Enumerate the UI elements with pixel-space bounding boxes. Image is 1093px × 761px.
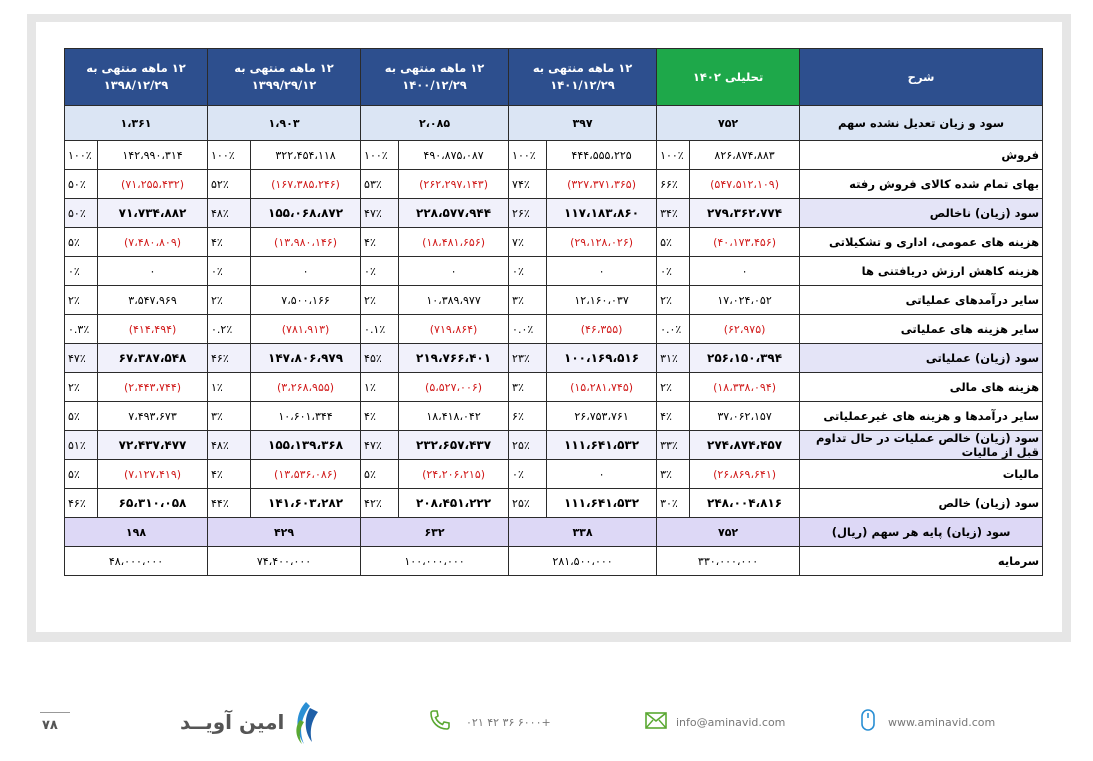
amount-cell: ۲۰۸،۴۵۱،۲۲۲ [399, 489, 509, 518]
amount-cell: ۶۷،۳۸۷،۵۴۸ [98, 344, 208, 373]
percent-cell: ۳۳٪ [657, 431, 690, 460]
header-period-2 [208, 49, 361, 106]
page-footer [0, 690, 1093, 760]
amount-cell: ۷۱،۷۳۴،۸۸۲ [98, 199, 208, 228]
row-label: سایر درآمدها و هزینه های غیرعملیاتی [800, 402, 1043, 431]
capital-row [65, 547, 1043, 576]
percent-cell: ۱٪ [208, 373, 251, 402]
table-row [65, 315, 1043, 344]
value-cell: ۴۸،۰۰۰،۰۰۰ [65, 547, 208, 576]
amount-cell: (۴۶،۳۵۵) [547, 315, 657, 344]
amount-cell: ۱۱۱،۶۴۱،۵۳۲ [547, 431, 657, 460]
amount-cell: ۰ [251, 257, 361, 286]
amount-cell: (۲،۴۴۳،۷۴۴) [98, 373, 208, 402]
percent-cell: ۵۱٪ [65, 431, 98, 460]
amount-cell: (۷۸۱،۹۱۳) [251, 315, 361, 344]
value-cell: ۳۳۸ [509, 518, 657, 547]
table-row [65, 286, 1043, 315]
value-cell: ۲۸۱،۵۰۰،۰۰۰ [509, 547, 657, 576]
amount-cell: ۰ [399, 257, 509, 286]
value-cell: ۱،۳۶۱ [65, 106, 208, 141]
row-label: سود و زیان تعدیل نشده سهم [800, 106, 1043, 141]
amount-cell: ۲۷۹،۳۶۲،۷۷۴ [690, 199, 800, 228]
table-row [65, 402, 1043, 431]
amount-cell: ۲۳۲،۶۵۷،۴۳۷ [399, 431, 509, 460]
row-label: سود (زیان) خالص عملیات در حال تداوم قبل از مالیات [800, 431, 1043, 460]
amount-cell: ۱۴۱،۶۰۳،۲۸۲ [251, 489, 361, 518]
percent-cell: ۰.۰٪ [657, 315, 690, 344]
company-logo [180, 700, 330, 746]
amount-cell: ۶۵،۳۱۰،۰۵۸ [98, 489, 208, 518]
percent-cell: ۴٪ [361, 228, 399, 257]
table-row [65, 257, 1043, 286]
percent-cell: ۵٪ [65, 228, 98, 257]
logo-text: امین آویــد [180, 710, 285, 734]
value-cell: ۱۰۰،۰۰۰،۰۰۰ [361, 547, 509, 576]
amount-cell: ۱۰۰،۱۶۹،۵۱۶ [547, 344, 657, 373]
amount-cell: ۱۵۵،۱۳۹،۳۶۸ [251, 431, 361, 460]
percent-cell: ۰٪ [509, 257, 547, 286]
table-row [65, 228, 1043, 257]
percent-cell: ۶٪ [509, 402, 547, 431]
table-header-row [65, 49, 1043, 106]
percent-cell: ۲٪ [657, 286, 690, 315]
amount-cell: ۱۴۷،۸۰۶،۹۷۹ [251, 344, 361, 373]
percent-cell: ۲٪ [361, 286, 399, 315]
amount-cell: (۳۲۷،۳۷۱،۳۶۵) [547, 170, 657, 199]
period-caption: ۱۲ ماهه منتهی به [384, 61, 485, 75]
period-caption: ۱۲ ماهه منتهی به [234, 61, 334, 75]
value-cell: ۲،۰۸۵ [361, 106, 509, 141]
amount-cell: (۲۶۲،۲۹۷،۱۴۳) [399, 170, 509, 199]
percent-cell: ۴۸٪ [208, 431, 251, 460]
percent-cell: ۵۳٪ [361, 170, 399, 199]
percent-cell: ۲۳٪ [509, 344, 547, 373]
percent-cell: ۰.۲٪ [208, 315, 251, 344]
amount-cell: ۷،۵۰۰،۱۶۶ [251, 286, 361, 315]
percent-cell: ۷۴٪ [509, 170, 547, 199]
percent-cell: ۴٪ [208, 460, 251, 489]
amount-cell: (۴۱۴،۴۹۴) [98, 315, 208, 344]
table-row [65, 170, 1043, 199]
amount-cell: ۳۷،۰۶۲،۱۵۷ [690, 402, 800, 431]
percent-cell: ۵۲٪ [208, 170, 251, 199]
amount-cell: (۷۱۹،۸۶۴) [399, 315, 509, 344]
percent-cell: ۷٪ [509, 228, 547, 257]
percent-cell: ۰٪ [65, 257, 98, 286]
amount-cell: (۵،۵۲۷،۰۰۶) [399, 373, 509, 402]
value-cell: ۶۳۲ [361, 518, 509, 547]
row-label: هزینه های مالی [800, 373, 1043, 402]
amount-cell: ۲۶،۷۵۳،۷۶۱ [547, 402, 657, 431]
header-period-3 [65, 49, 208, 106]
amount-cell: ۷،۴۹۳،۶۷۳ [98, 402, 208, 431]
amount-cell: ۰ [690, 257, 800, 286]
percent-cell: ۴٪ [361, 402, 399, 431]
value-cell: ۱۹۸ [65, 518, 208, 547]
percent-cell: ۰.۳٪ [65, 315, 98, 344]
amount-cell: (۱۸،۳۳۸،۰۹۴) [690, 373, 800, 402]
amount-cell: ۱۰،۳۸۹،۹۷۷ [399, 286, 509, 315]
email-address[interactable]: info@aminavid.com [676, 716, 786, 729]
amount-cell: (۵۴۷،۵۱۲،۱۰۹) [690, 170, 800, 199]
amount-cell: ۳۲۲،۴۵۴،۱۱۸ [251, 141, 361, 170]
table-row [65, 489, 1043, 518]
percent-cell: ۳٪ [208, 402, 251, 431]
percent-cell: ۱۰۰٪ [657, 141, 690, 170]
amount-cell: ۴۴۴،۵۵۵،۲۲۵ [547, 141, 657, 170]
percent-cell: ۳۰٪ [657, 489, 690, 518]
amount-cell: ۱۴۲،۹۹۰،۳۱۴ [98, 141, 208, 170]
amount-cell: (۱۸،۴۸۱،۶۵۶) [399, 228, 509, 257]
percent-cell: ۱۰۰٪ [361, 141, 399, 170]
amount-cell: ۸۲۶،۸۷۴،۸۸۳ [690, 141, 800, 170]
amount-cell: ۰ [547, 460, 657, 489]
period-date: ۱۴۰۱/۱۲/۲۹ [550, 78, 615, 92]
amount-cell: (۲۴،۲۰۶،۲۱۵) [399, 460, 509, 489]
header-period-0 [509, 49, 657, 106]
percent-cell: ۱۰۰٪ [509, 141, 547, 170]
header-period-1 [361, 49, 509, 106]
percent-cell: ۰٪ [509, 460, 547, 489]
percent-cell: ۴٪ [208, 228, 251, 257]
amount-cell: (۱۶۷،۳۸۵،۲۴۶) [251, 170, 361, 199]
percent-cell: ۲۵٪ [509, 431, 547, 460]
amount-cell: ۰ [98, 257, 208, 286]
amount-cell: (۲۹،۱۲۸،۰۲۶) [547, 228, 657, 257]
percent-cell: ۴۴٪ [208, 489, 251, 518]
amount-cell: (۲۶،۸۶۹،۶۴۱) [690, 460, 800, 489]
value-cell: ۷۴،۴۰۰،۰۰۰ [208, 547, 361, 576]
amount-cell: (۴۰،۱۷۳،۴۵۶) [690, 228, 800, 257]
period-date: ۱۴۰۰/۱۲/۲۹ [402, 78, 467, 92]
percent-cell: ۴۶٪ [65, 489, 98, 518]
percent-cell: ۶۶٪ [657, 170, 690, 199]
value-cell: ۴۲۹ [208, 518, 361, 547]
percent-cell: ۴۲٪ [361, 489, 399, 518]
percent-cell: ۲٪ [65, 373, 98, 402]
row-label: سود (زیان) پایه هر سهم (ریال) [800, 518, 1043, 547]
value-cell: ۳۳۰،۰۰۰،۰۰۰ [657, 547, 800, 576]
amount-cell: ۱۷،۰۲۴،۰۵۲ [690, 286, 800, 315]
eps-unadjusted-row [65, 106, 1043, 141]
period-caption: ۱۲ ماهه منتهی به [532, 61, 633, 75]
percent-cell: ۲٪ [657, 373, 690, 402]
percent-cell: ۳۱٪ [657, 344, 690, 373]
percent-cell: ۴۶٪ [208, 344, 251, 373]
percent-cell: ۴۷٪ [65, 344, 98, 373]
percent-cell: ۰.۱٪ [361, 315, 399, 344]
percent-cell: ۲٪ [208, 286, 251, 315]
table-row [65, 460, 1043, 489]
percent-cell: ۳٪ [509, 286, 547, 315]
document-page [36, 22, 1062, 632]
row-label: فروش [800, 141, 1043, 170]
percent-cell: ۲۶٪ [509, 199, 547, 228]
percent-cell: ۴۷٪ [361, 431, 399, 460]
phone-icon [428, 708, 452, 732]
phone-number: ۰۲۱ ۴۲ ۳۶ ۶۰۰۰+ [466, 716, 551, 729]
period-caption: ۱۲ ماهه منتهی به [86, 61, 186, 75]
amount-cell: ۱۱۱،۶۴۱،۵۳۲ [547, 489, 657, 518]
amount-cell: ۲۴۸،۰۰۴،۸۱۶ [690, 489, 800, 518]
row-label: سود (زیان) عملیاتی [800, 344, 1043, 373]
page-number: ۷۸ [42, 718, 58, 733]
amount-cell: (۱۵،۲۸۱،۷۴۵) [547, 373, 657, 402]
amount-cell: ۱۱۷،۱۸۳،۸۶۰ [547, 199, 657, 228]
amount-cell: (۷۱،۲۵۵،۴۳۲) [98, 170, 208, 199]
amount-cell: ۲۱۹،۷۶۶،۴۰۱ [399, 344, 509, 373]
row-label: سرمایه [800, 547, 1043, 576]
row-label: سایر هزینه های عملیاتی [800, 315, 1043, 344]
percent-cell: ۰.۰٪ [509, 315, 547, 344]
table-row [65, 141, 1043, 170]
row-label: هزینه کاهش ارزش دریافتنی ها [800, 257, 1043, 286]
percent-cell: ۰٪ [657, 257, 690, 286]
percent-cell: ۰٪ [208, 257, 251, 286]
amount-cell: (۱۳،۹۸۰،۱۴۶) [251, 228, 361, 257]
row-label: هزینه های عمومی، اداری و تشکیلاتی [800, 228, 1043, 257]
amount-cell: ۱۰،۶۰۱،۳۴۴ [251, 402, 361, 431]
amount-cell: (۶۲،۹۷۵) [690, 315, 800, 344]
mouse-icon [856, 708, 880, 732]
amount-cell: ۱۵۵،۰۶۸،۸۷۲ [251, 199, 361, 228]
percent-cell: ۲٪ [65, 286, 98, 315]
percent-cell: ۵۰٪ [65, 199, 98, 228]
amount-cell: (۳،۲۶۸،۹۵۵) [251, 373, 361, 402]
amount-cell: ۴۹۰،۸۷۵،۰۸۷ [399, 141, 509, 170]
percent-cell: ۴۵٪ [361, 344, 399, 373]
percent-cell: ۱۰۰٪ [65, 141, 98, 170]
amount-cell: (۱۳،۵۳۶،۰۸۶) [251, 460, 361, 489]
percent-cell: ۴۸٪ [208, 199, 251, 228]
percent-cell: ۱٪ [361, 373, 399, 402]
page-number-rule [40, 712, 70, 713]
percent-cell: ۵۰٪ [65, 170, 98, 199]
percent-cell: ۱۰۰٪ [208, 141, 251, 170]
value-cell: ۱،۹۰۳ [208, 106, 361, 141]
amount-cell: ۰ [547, 257, 657, 286]
row-label: مالیات [800, 460, 1043, 489]
header-analysis-1402: تحلیلی ۱۴۰۲ [657, 49, 800, 106]
percent-cell: ۳۴٪ [657, 199, 690, 228]
website-url[interactable]: www.aminavid.com [888, 716, 996, 729]
percent-cell: ۴٪ [657, 402, 690, 431]
percent-cell: ۴۷٪ [361, 199, 399, 228]
value-cell: ۷۵۲ [657, 106, 800, 141]
table-row [65, 344, 1043, 373]
amount-cell: ۳،۵۴۷،۹۶۹ [98, 286, 208, 315]
amount-cell: ۲۷۴،۸۷۴،۴۵۷ [690, 431, 800, 460]
row-label: سود (زیان) خالص [800, 489, 1043, 518]
row-label: سود (زیان) ناخالص [800, 199, 1043, 228]
table-row [65, 199, 1043, 228]
row-label: سایر درآمدهای عملیاتی [800, 286, 1043, 315]
mail-icon [644, 708, 668, 732]
percent-cell: ۵٪ [657, 228, 690, 257]
percent-cell: ۵٪ [65, 460, 98, 489]
amount-cell: ۷۲،۴۳۷،۴۷۷ [98, 431, 208, 460]
income-statement-table [64, 48, 1043, 576]
table-row [65, 373, 1043, 402]
percent-cell: ۳٪ [657, 460, 690, 489]
amount-cell: (۷،۴۸۰،۸۰۹) [98, 228, 208, 257]
value-cell: ۷۵۲ [657, 518, 800, 547]
percent-cell: ۵٪ [65, 402, 98, 431]
period-date: ۱۳۹۹/۲۹/۱۲ [251, 78, 317, 92]
amount-cell: ۱۸،۴۱۸،۰۴۲ [399, 402, 509, 431]
logo-mark-icon [288, 700, 324, 746]
percent-cell: ۰٪ [361, 257, 399, 286]
table-row [65, 431, 1043, 460]
amount-cell: ۲۵۶،۱۵۰،۳۹۴ [690, 344, 800, 373]
amount-cell: (۷،۱۲۷،۴۱۹) [98, 460, 208, 489]
header-label-cell: شرح [800, 49, 1043, 106]
amount-cell: ۱۲،۱۶۰،۰۳۷ [547, 286, 657, 315]
eps-basic-row [65, 518, 1043, 547]
period-date: ۱۳۹۸/۱۲/۲۹ [103, 78, 169, 92]
value-cell: ۳۹۷ [509, 106, 657, 141]
percent-cell: ۳٪ [509, 373, 547, 402]
percent-cell: ۵٪ [361, 460, 399, 489]
percent-cell: ۲۵٪ [509, 489, 547, 518]
amount-cell: ۲۲۸،۵۷۷،۹۴۴ [399, 199, 509, 228]
row-label: بهای تمام شده کالای فروش رفته [800, 170, 1043, 199]
